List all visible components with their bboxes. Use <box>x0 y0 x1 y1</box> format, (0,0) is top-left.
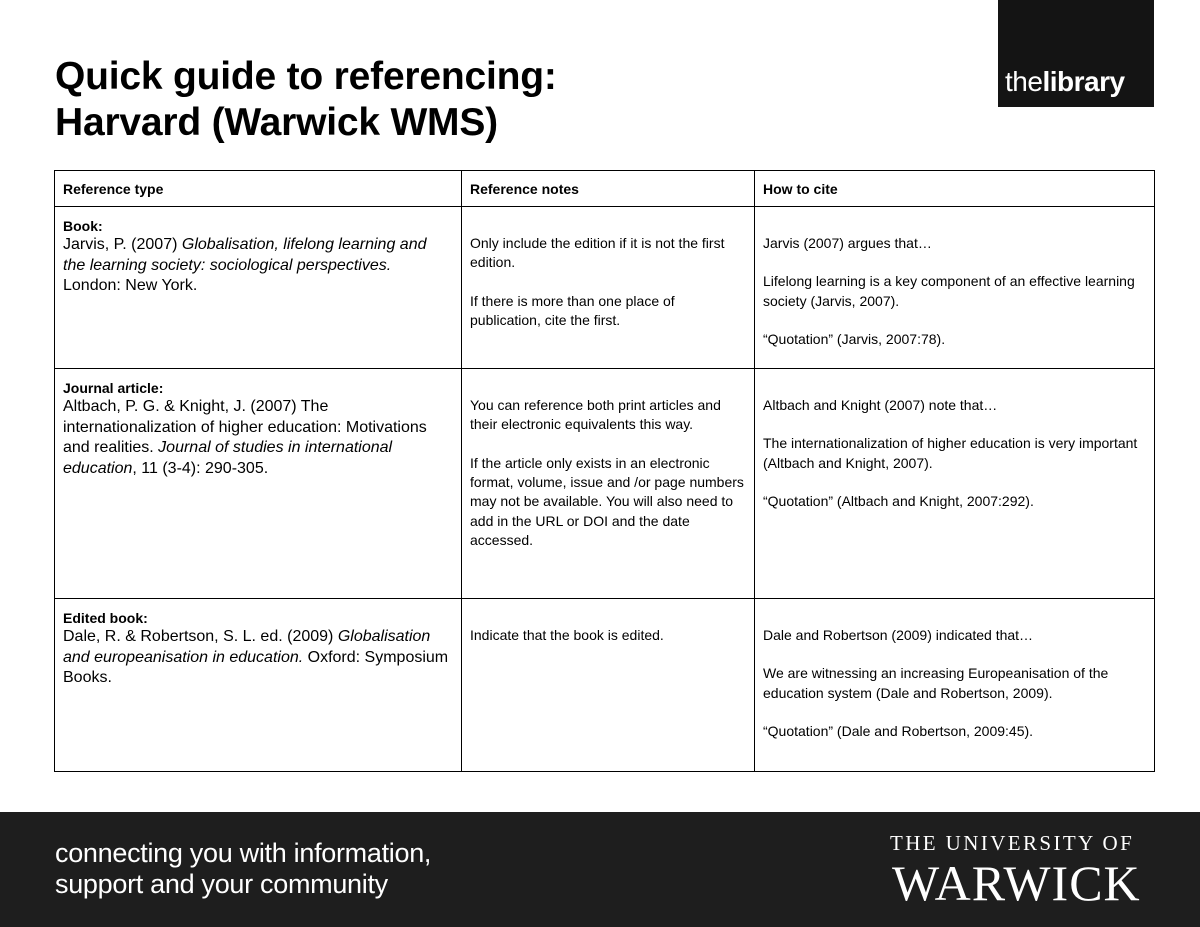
tagline-line-1: connecting you with information, <box>55 838 432 868</box>
citation-text: Oxford: Symposium Books. <box>63 648 449 687</box>
note-text: If there is more than one place of publication, cite the first. <box>470 292 675 328</box>
table-row <box>55 369 1155 599</box>
cite-example: The internationalization of higher education is very important (Altbach and Knight, 2007). <box>763 435 1138 471</box>
how-to-cite-cell <box>755 599 1155 772</box>
header-reference-notes: Reference notes <box>462 171 755 207</box>
reference-notes-cell <box>462 207 755 369</box>
header-reference-type: Reference type <box>55 171 462 207</box>
citation-text: , 11 (3-4): 290-305. <box>132 459 269 477</box>
citation-italic: Globalisation and europeanisation in education. <box>63 628 431 666</box>
citation-italic: Globalisation, lifelong learning and the learning society: sociological perspectives. <box>63 236 427 274</box>
table-row <box>55 599 1155 772</box>
university-logo-wordmark: WARWICK <box>892 855 1141 911</box>
reference-type-cell <box>55 369 462 599</box>
reference-notes-cell <box>462 369 755 599</box>
tagline-line-2: support and your community <box>55 869 388 899</box>
reference-notes-cell <box>462 599 755 772</box>
note-text: Indicate that the book is edited. <box>470 627 664 644</box>
citation-text: Jarvis, P. (2007) <box>63 236 182 253</box>
cite-example: Dale and Robertson (2009) indicated that… <box>763 627 1034 644</box>
logo-library: library <box>1042 66 1125 97</box>
reference-table <box>54 170 1155 772</box>
reference-citation <box>63 397 453 479</box>
cite-example: Lifelong learning is a key component of an effective learning society (Jarvis, 2007). <box>763 273 1135 309</box>
citation-text: Dale, R. & Robertson, S. L. ed. (2009) <box>63 628 338 646</box>
note-text: You can reference both print articles and their electronic equivalents this way. <box>470 397 721 433</box>
citation-text: London: New York. <box>63 277 198 294</box>
how-to-cite-cell <box>755 207 1155 369</box>
logo-the: the <box>1005 66 1043 97</box>
title-line-1: Quick guide to referencing: <box>55 55 557 98</box>
cite-example: “Quotation” (Dale and Robertson, 2009:45). <box>763 723 1034 740</box>
library-logo-text <box>1005 67 1125 97</box>
how-to-cite-cell <box>755 369 1155 599</box>
cite-example: We are witnessing an increasing Europeanisation of the education system (Dale and Robertson, 2009). <box>763 665 1109 701</box>
cite-example: “Quotation” (Altbach and Knight, 2007:292). <box>763 493 1034 510</box>
footer-tagline <box>55 838 431 900</box>
table-header-row <box>55 171 1155 207</box>
reference-type-cell <box>55 599 462 772</box>
title-line-2: Harvard (Warwick WMS) <box>55 101 498 144</box>
note-text: Only include the edition if it is not the first edition. <box>470 235 725 271</box>
cite-example: Jarvis (2007) argues that… <box>763 235 932 251</box>
cite-example: Altbach and Knight (2007) note that… <box>763 397 998 414</box>
header-how-to-cite: How to cite <box>755 171 1155 207</box>
university-logo-small-text: THE UNIVERSITY OF <box>890 831 1135 855</box>
table-row <box>55 207 1155 369</box>
note-text: If the article only exists in an electronic format, volume, issue and /or page numbers may not be available. You will also need to add in the URL or DOI and the date accessed. <box>470 454 744 548</box>
citation-text: Altbach, P. G. & Knight, J. (2007) The internationalization of higher education: Motivations and realities. <box>63 398 427 457</box>
reference-citation <box>63 627 453 689</box>
citation-italic: Journal of studies in international education <box>63 439 393 477</box>
reference-type-cell <box>55 207 462 369</box>
reference-citation <box>63 235 453 297</box>
reference-type-label: Edited book: <box>63 610 148 627</box>
page-title <box>55 54 557 146</box>
library-logo <box>998 0 1154 107</box>
reference-type-label: Book: <box>63 218 103 234</box>
footer-banner <box>0 812 1200 927</box>
reference-type-label: Journal article: <box>63 380 164 397</box>
cite-example: “Quotation” (Jarvis, 2007:78). <box>763 330 946 347</box>
